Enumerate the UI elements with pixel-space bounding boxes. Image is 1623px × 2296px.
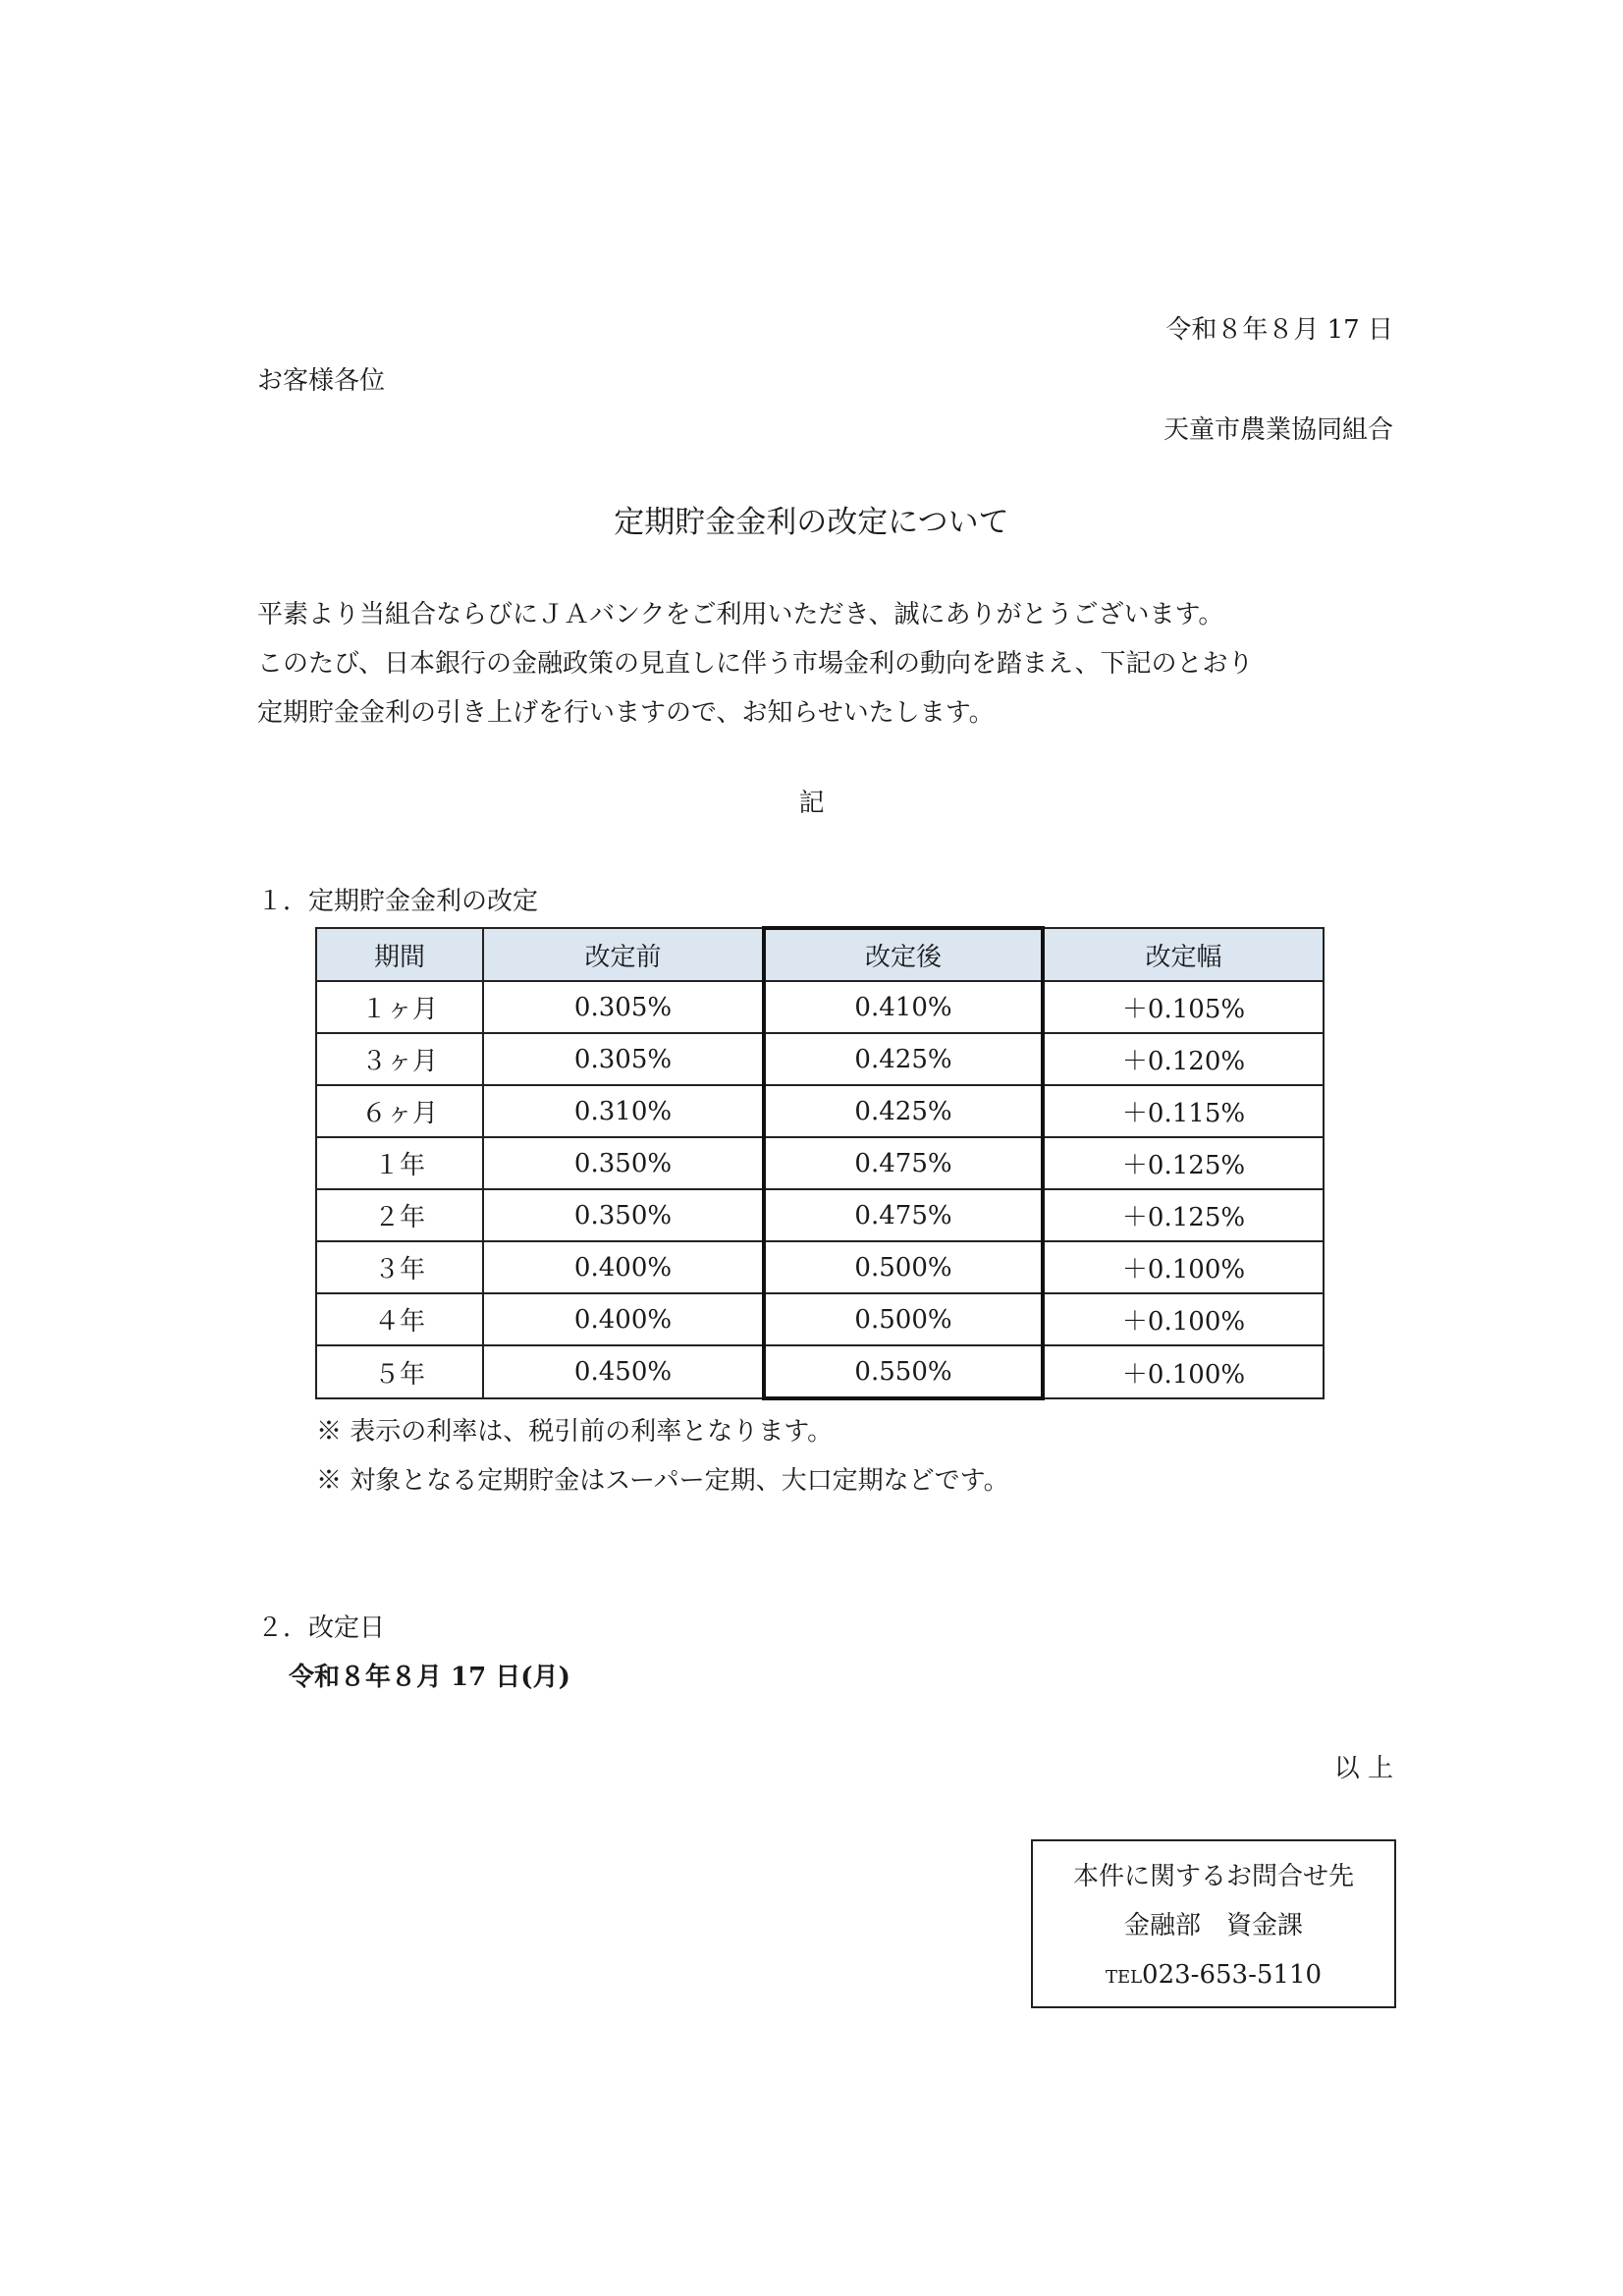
table-row: [316, 1033, 1324, 1085]
cell-after: 0.425%: [764, 1033, 1043, 1085]
cell-before: 0.350%: [483, 1137, 764, 1189]
closing-mark: 以 上: [1333, 1754, 1393, 1783]
body-paragraph-3: 定期貯金金利の引き上げを行いますので、お知らせいたします。: [257, 698, 995, 728]
cell-period: １年: [316, 1137, 483, 1189]
cell-period: ２年: [316, 1189, 483, 1241]
cell-after: 0.550%: [764, 1345, 1043, 1398]
table-row: [316, 1137, 1324, 1189]
cell-period: １ヶ月: [316, 981, 483, 1033]
cell-after: 0.425%: [764, 1085, 1043, 1137]
document-title: 定期貯金金利の改定について: [614, 505, 1009, 540]
contact-department: 金融部 資金課: [1123, 1911, 1303, 1941]
cell-before: 0.400%: [483, 1241, 764, 1293]
table-row: [316, 981, 1324, 1033]
ki-marker: 記: [798, 789, 825, 818]
cell-after: 0.500%: [764, 1241, 1043, 1293]
cell-change: ＋0.105%: [1043, 981, 1324, 1033]
contact-box: [1031, 1839, 1396, 2008]
header-period: 期間: [316, 928, 483, 981]
cell-before: 0.350%: [483, 1189, 764, 1241]
rate-table: [315, 926, 1325, 1400]
table-row: [316, 1345, 1324, 1398]
header-before: 改定前: [483, 928, 764, 981]
revision-date: 令和８年８月 17 日(月): [289, 1663, 570, 1692]
cell-before: 0.305%: [483, 981, 764, 1033]
table-row: [316, 1293, 1324, 1345]
table-header-row: [316, 928, 1324, 981]
cell-before: 0.400%: [483, 1293, 764, 1345]
cell-after: 0.410%: [764, 981, 1043, 1033]
table-row: [316, 1241, 1324, 1293]
cell-change: ＋0.100%: [1043, 1293, 1324, 1345]
cell-change: ＋0.100%: [1043, 1241, 1324, 1293]
issuer-name: 天童市農業協同組合: [1163, 415, 1393, 445]
cell-period: ３年: [316, 1241, 483, 1293]
cell-change: ＋0.115%: [1043, 1085, 1324, 1137]
cell-change: ＋0.125%: [1043, 1189, 1324, 1241]
cell-after: 0.475%: [764, 1137, 1043, 1189]
document-date: 令和８年８月 17 日: [1165, 315, 1393, 345]
body-paragraph-2: このたび、日本銀行の金融政策の見直しに伴う市場金利の動向を踏まえ、下記のとおり: [257, 649, 1254, 679]
cell-before: 0.310%: [483, 1085, 764, 1137]
tel-number: 023-653-5110: [1142, 1960, 1323, 1990]
cell-after: 0.500%: [764, 1293, 1043, 1345]
contact-phone: [1033, 1957, 1394, 1995]
header-change: 改定幅: [1043, 928, 1324, 981]
table-row: [316, 1189, 1324, 1241]
cell-change: ＋0.120%: [1043, 1033, 1324, 1085]
cell-change: ＋0.125%: [1043, 1137, 1324, 1189]
section-2-heading: ２．改定日: [257, 1613, 386, 1643]
cell-period: ４年: [316, 1293, 483, 1345]
body-paragraph-1: 平素より当組合ならびにＪＡバンクをご利用いただき、誠にありがとうございます。: [257, 600, 1224, 629]
contact-label: 本件に関するお問合せ先: [1072, 1862, 1354, 1891]
addressee: お客様各位: [257, 366, 386, 396]
cell-period: ５年: [316, 1345, 483, 1398]
note-2: ※ 対象となる定期貯金はスーパー定期、大口定期などです。: [316, 1466, 1009, 1496]
tel-prefix: TEL: [1105, 1967, 1143, 1988]
cell-after: 0.475%: [764, 1189, 1043, 1241]
header-after: 改定後: [764, 928, 1043, 981]
cell-before: 0.305%: [483, 1033, 764, 1085]
cell-period: ６ヶ月: [316, 1085, 483, 1137]
cell-before: 0.450%: [483, 1345, 764, 1398]
cell-change: ＋0.100%: [1043, 1345, 1324, 1398]
note-1: ※ 表示の利率は、税引前の利率となります。: [316, 1417, 834, 1447]
table-row: [316, 1085, 1324, 1137]
section-1-heading: １．定期貯金金利の改定: [257, 887, 539, 916]
cell-period: ３ヶ月: [316, 1033, 483, 1085]
